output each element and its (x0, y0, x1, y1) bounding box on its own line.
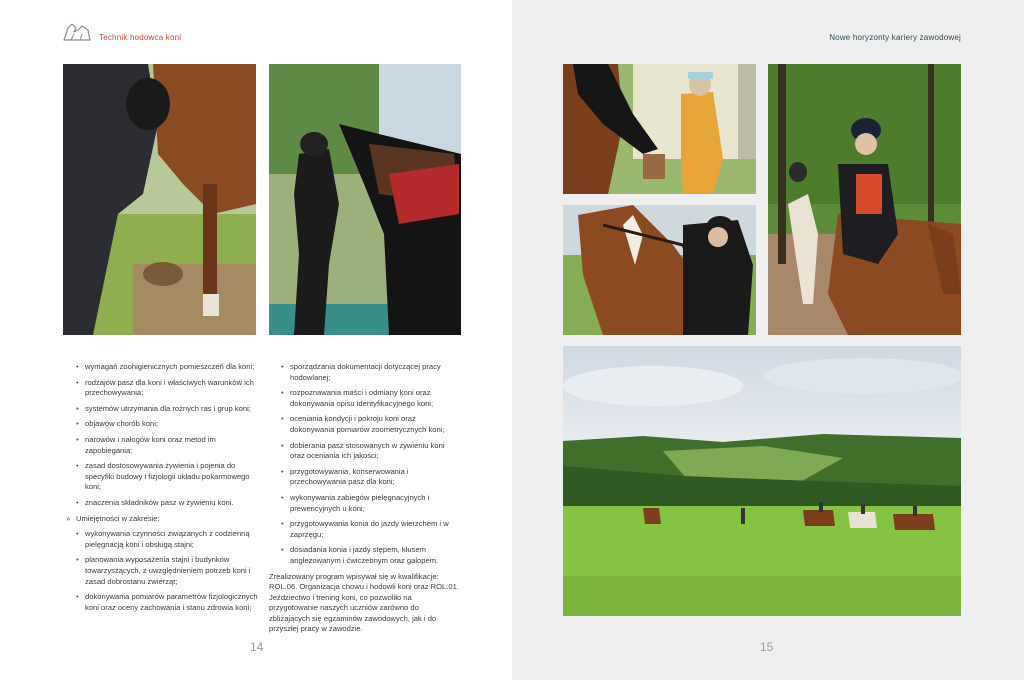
qualification-paragraph: Zrealizowany program wpisywał się w kwalifikacje: ROL.06. Organizacja chowu i hodowli koni oraz ROL.01. Jeździectwo i trening koni, co pozwoliło na przygotowanie naszych uczniów zarówno do zbliżających się egzaminów zawodowych, jak i do przyszłej pracy w zawodzie. (269, 571, 459, 634)
list-item: • wykonywania czynności związanych z codzienną pielęgnacją koni i obsługą stajni; (74, 529, 262, 550)
skills-list-b (279, 362, 461, 567)
list-item: • dokonywania pomiarów parametrów fizjologicznych koni oraz oceny zachowania i stanu zdrowia koni; (74, 592, 262, 613)
photo-forest-riding (768, 64, 961, 335)
header-left-title: Technik hodowca koni (99, 33, 182, 42)
list-item: • planowania wyposażenia stajni i budynków towarzyszących, z uwzględnieniem potrzeb koni i zasad dobrostanu zwierząt; (74, 555, 262, 587)
list-item: • wymagań zoohigienicznych pomieszczeń dla koni; (74, 362, 262, 373)
text-column-left (66, 362, 262, 618)
photo-saddling-horse (269, 64, 461, 335)
header-right-title: Nowe horyzonty kariery zawodowej (829, 33, 961, 42)
horse-head-logo-icon (62, 22, 92, 42)
photo-meadow-landscape (563, 346, 961, 616)
list-item: • znaczenia składników pasz w żywieniu koni. (74, 498, 262, 509)
skills-section-title: » Umiejętności w zakresie: (66, 514, 262, 525)
knowledge-list-a (74, 362, 262, 509)
list-item: • wykonywania zabiegów pielęgnacyjnych i prewencyjnych u koni; (279, 493, 461, 514)
list-item: • rozpoznawania maści i odmiany koni oraz dokonywania opisu identyfikacyjnego koni; (279, 388, 461, 409)
text-column-right (269, 362, 461, 635)
list-item: • objawów chorób koni; (74, 419, 262, 430)
skills-list (74, 529, 262, 613)
page-number-right: 15 (760, 640, 774, 654)
photo-bridled-horse (563, 205, 756, 335)
list-item: • narowów i nałogów koni oraz metod im zapobiegania; (74, 435, 262, 456)
page-number-left: 14 (250, 640, 264, 654)
list-item: • zasad dostosowywania żywienia i pojenia do specyfiki budowy i fizjologii układu pokarmowego koni; (74, 461, 262, 493)
list-item: • dobierania pasz stosowanych w żywieniu koni oraz oceniania ich jakości; (279, 441, 461, 462)
list-item: • rodzajów pasz dla koni i właściwych warunków ich przechowywania; (74, 378, 262, 399)
photo-hoof-cleaning (63, 64, 256, 335)
list-item: • oceniania kondycji i pokroju koni oraz dokonywania pomiarów zoometrycznych koni; (279, 414, 461, 435)
list-item: • przygotowywania, konserwowania i przechowywania pasz dla koni; (279, 467, 461, 488)
photo-mane-grooming (563, 64, 756, 194)
list-item: • przygotowywania konia do jazdy wierzchem i w zaprzęgu; (279, 519, 461, 540)
list-item: • sporządzania dokumentacji dotyczącej pracy hodowlanej; (279, 362, 461, 383)
list-item: • systemów utrzymania dla rożnych ras i grup koni; (74, 404, 262, 415)
list-item: • dosiadania konia i jazdy stępem, kłusem anglezowanym i ćwiczebnym oraz galopem. (279, 545, 461, 566)
